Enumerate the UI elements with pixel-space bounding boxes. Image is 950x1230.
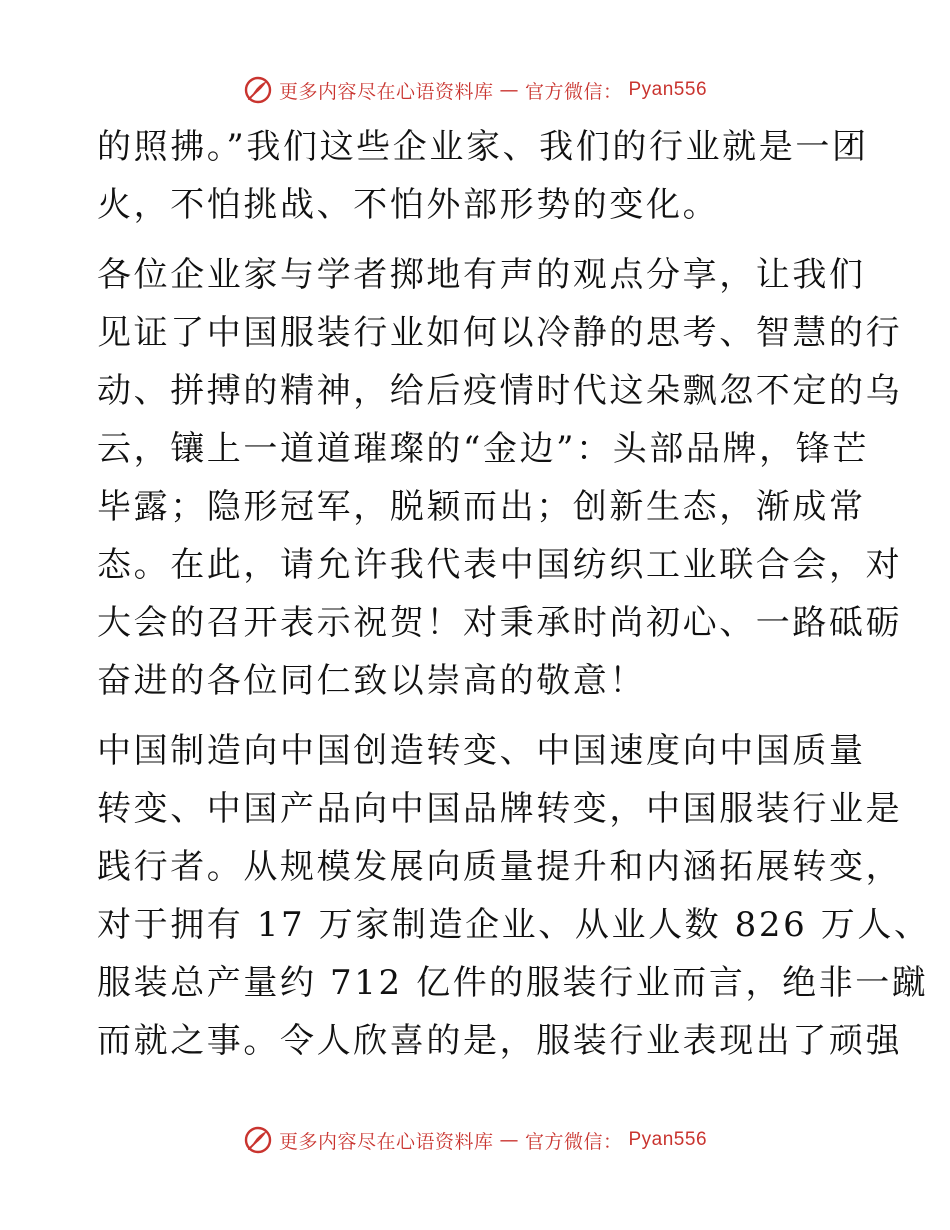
- banner-separator: —: [499, 1129, 519, 1151]
- header-watermark-banner: [0, 70, 950, 110]
- quill-logo-icon: [243, 75, 273, 105]
- paragraph-3: [97, 722, 931, 1070]
- text-line: 各位企业家与学者掷地有声的观点分享，让我们: [97, 255, 866, 295]
- document-body: [97, 118, 931, 1070]
- text-line: 火，不怕挑战、不怕外部形势的变化。: [97, 185, 720, 225]
- text-line: 的照拂。”我们这些企业家、我们的行业就是一团: [97, 127, 869, 167]
- text-line: 见证了中国服装行业如何以冷静的思考、智慧的行: [97, 313, 903, 353]
- text-line: 而就之事。令人欣喜的是，服装行业表现出了顽强: [97, 1021, 903, 1061]
- text-line: 践行者。从规模发展向质量提升和内涵拓展转变，: [97, 847, 903, 887]
- text-line: 转变、中国产品向中国品牌转变，中国服装行业是: [97, 789, 903, 829]
- text-line: 中国制造向中国创造转变、中国速度向中国质量: [97, 731, 866, 771]
- footer-watermark-banner: [0, 1120, 950, 1160]
- banner-wechat-handle: Pyan556: [628, 79, 708, 100]
- banner-text: 更多内容尽在心语资料库: [278, 80, 494, 103]
- banner-separator: —: [499, 79, 519, 101]
- text-line: 云，镶上一道道璀璨的“金边”：头部品牌，锋芒: [97, 429, 869, 469]
- banner-text: 更多内容尽在心语资料库: [278, 1130, 494, 1153]
- banner-wechat-label: 官方微信：: [524, 1130, 623, 1153]
- paragraph-1: [97, 118, 869, 234]
- text-line: 对于拥有 17 万家制造企业、从业人数 826 万人、: [97, 905, 931, 945]
- text-line: 动、拼搏的精神，给后疫情时代这朵飘忽不定的乌: [97, 371, 903, 411]
- text-line: 奋进的各位同仁致以崇高的敬意！: [97, 661, 646, 701]
- banner-wechat-label: 官方微信：: [524, 80, 623, 103]
- banner-wechat-handle: Pyan556: [628, 1129, 708, 1150]
- text-line: 毕露；隐形冠军，脱颖而出；创新生态，渐成常: [97, 487, 866, 527]
- text-line: 大会的召开表示祝贺！对秉承时尚初心、一路砥砺: [97, 603, 903, 643]
- paragraph-2: [97, 246, 903, 710]
- text-line: 服装总产量约 712 亿件的服装行业而言，绝非一蹴: [97, 963, 929, 1003]
- quill-logo-icon: [243, 1125, 273, 1155]
- text-line: 态。在此，请允许我代表中国纺织工业联合会，对: [97, 545, 903, 585]
